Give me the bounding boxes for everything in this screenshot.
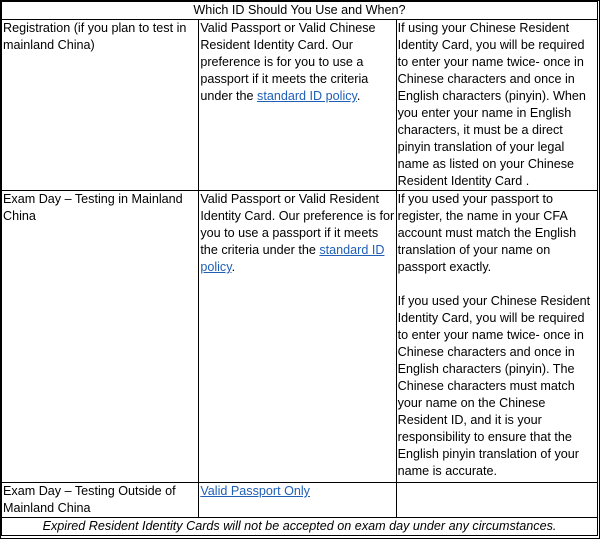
id-required-text: Valid Passport or Valid Resident Identity Card. Our preference is for you to use a passport if it meets the criteria under the [200,192,395,257]
paragraph-gap [398,276,596,293]
notes-cell [396,20,597,191]
situation-cell: Registration (if you plan to test in mainland China) [2,20,199,191]
standard-id-policy-link[interactable]: standard ID policy [257,89,357,103]
situation-cell: Exam Day – Testing in Mainland China [2,191,199,483]
id-policy-table [1,1,598,536]
id-required-cell [199,483,396,518]
id-required-cell [199,191,396,483]
id-required-period: . [356,89,361,103]
notes-paragraph: If using your Chinese Resident Identity Card, you will be required to enter your name twice- once in Chinese characters and once in English characters (pinyin). When you enter your name in English characters, it must be a direct pinyin translation of your legal name as listed on your Chinese Resident Identity Card . [397,21,586,188]
notes-paragraph-passport: If you used your passport to register, the name in your CFA account must match the English translation of your name on passport exactly. [397,192,577,274]
id-required-text: Valid Passport or Valid Chinese Resident Identity Card. Our preference is for you to use a passport if it meets the criteria under the [200,21,376,103]
standard-id-policy-link[interactable]: standard ID policy [200,243,385,274]
notes-cell-empty [396,483,597,518]
table-row-registration [2,20,598,191]
footer-row [2,518,598,536]
id-required-period: . [231,260,236,274]
table-title: Which ID Should You Use and When? [2,2,598,20]
notes-cell [396,191,597,483]
footer-note: Expired Resident Identity Cards will not be accepted on exam day under any circumstances. [2,518,598,536]
table-row-exam-day-outside [2,483,598,518]
title-row [2,2,598,20]
notes-paragraph-resident-card: If you used your Chinese Resident Identity Card, you will be required to enter your name twice- once in Chinese characters and once in English characters (pinyin). The Chinese characters must match your name on the Chinese Resident ID, and it is your responsibility to ensure that the English pinyin translation of your name is accurate. [397,294,591,478]
table-row-exam-day-mainland [2,191,598,483]
situation-cell: Exam Day – Testing Outside of Mainland China [2,483,199,518]
id-required-cell [199,20,396,191]
valid-passport-only-link[interactable]: Valid Passport Only [200,484,310,498]
